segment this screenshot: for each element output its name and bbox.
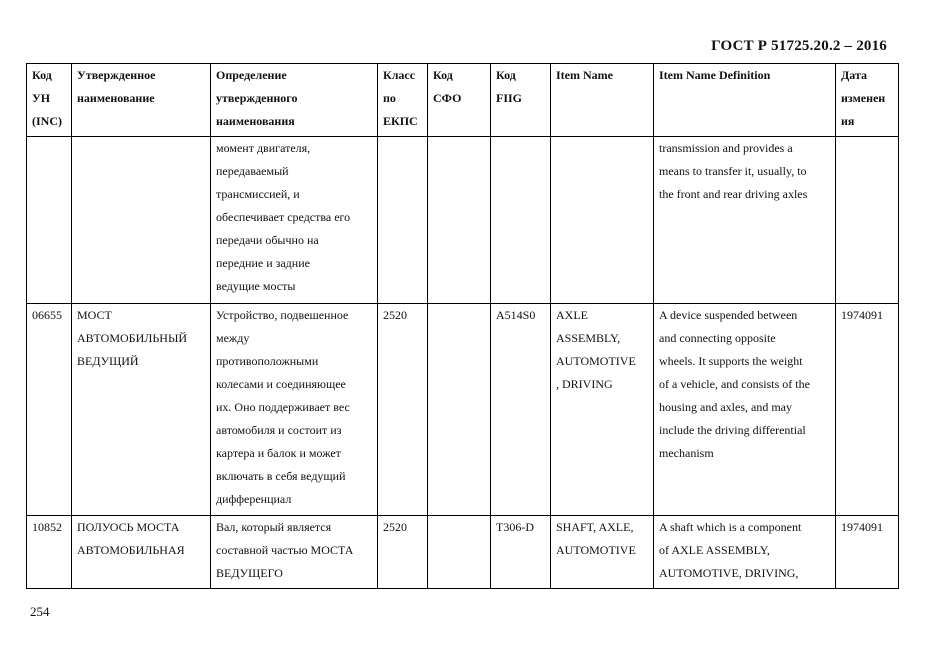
cell-definition: Вал, который является составной частью МОСТА ВЕДУЩЕГО bbox=[211, 516, 378, 589]
header-definition: Определение утвержденного наименования bbox=[211, 64, 378, 137]
cell-item-definition: A device suspended between and connecting opposite wheels. It supports the weight of a vehicle, and consists of the housing and axles, and may include the driving differential mechanism bbox=[654, 304, 836, 516]
cell-item-name: AXLE ASSEMBLY, AUTOMOTIVE , DRIVING bbox=[551, 304, 654, 516]
cell-fiig bbox=[491, 137, 551, 304]
cell-approved-name bbox=[72, 137, 211, 304]
cell-sfo bbox=[428, 137, 491, 304]
cell-approved-name: ПОЛУОСЬ МОСТА АВТОМОБИЛЬНАЯ bbox=[72, 516, 211, 589]
cell-date: 1974091 bbox=[836, 516, 899, 589]
cell-definition: Устройство, подвешенное между противоположными колесами и соединяющее их. Оно поддерживает вес автомобиля и состоит из картера и балок и может включать в себя ведущий дифференциал bbox=[211, 304, 378, 516]
cell-sfo bbox=[428, 304, 491, 516]
cell-sfo bbox=[428, 516, 491, 589]
header-item-name: Item Name bbox=[551, 64, 654, 137]
cell-definition: момент двигателя, передаваемый трансмиссией, и обеспечивает средства его передачи обычно на передние и задние ведущие мосты bbox=[211, 137, 378, 304]
cell-inc: 06655 bbox=[27, 304, 72, 516]
cell-item-name: SHAFT, AXLE, AUTOMOTIVE bbox=[551, 516, 654, 589]
cell-item-definition: A shaft which is a component of AXLE ASSEMBLY, AUTOMOTIVE, DRIVING, bbox=[654, 516, 836, 589]
cell-item-name bbox=[551, 137, 654, 304]
cell-class bbox=[378, 137, 428, 304]
cell-date: 1974091 bbox=[836, 304, 899, 516]
cell-inc bbox=[27, 137, 72, 304]
page-number: 254 bbox=[30, 604, 50, 619]
cell-fiig: T306-D bbox=[491, 516, 551, 589]
cell-approved-name: МОСТ АВТОМОБИЛЬНЫЙ ВЕДУЩИЙ bbox=[72, 304, 211, 516]
header-fiig: Код FIIG bbox=[491, 64, 551, 137]
document-title: ГОСТ Р 51725.20.2 – 2016 bbox=[711, 38, 887, 54]
header-date: Дата изменен ия bbox=[836, 64, 899, 137]
header-sfo: Код СФО bbox=[428, 64, 491, 137]
cell-class: 2520 bbox=[378, 304, 428, 516]
table-row bbox=[27, 304, 899, 516]
cell-date bbox=[836, 137, 899, 304]
cell-inc: 10852 bbox=[27, 516, 72, 589]
table-header-row bbox=[27, 64, 899, 137]
table-row bbox=[27, 137, 899, 304]
cell-item-definition: transmission and provides a means to transfer it, usually, to the front and rear driving axles bbox=[654, 137, 836, 304]
header-inc: Код УН (INC) bbox=[27, 64, 72, 137]
header-approved-name: Утвержденное наименование bbox=[72, 64, 211, 137]
table-row bbox=[27, 516, 899, 589]
header-item-definition: Item Name Definition bbox=[654, 64, 836, 137]
classifier-table bbox=[26, 63, 899, 589]
cell-fiig: A514S0 bbox=[491, 304, 551, 516]
header-class: Класс по ЕКПС bbox=[378, 64, 428, 137]
cell-class: 2520 bbox=[378, 516, 428, 589]
